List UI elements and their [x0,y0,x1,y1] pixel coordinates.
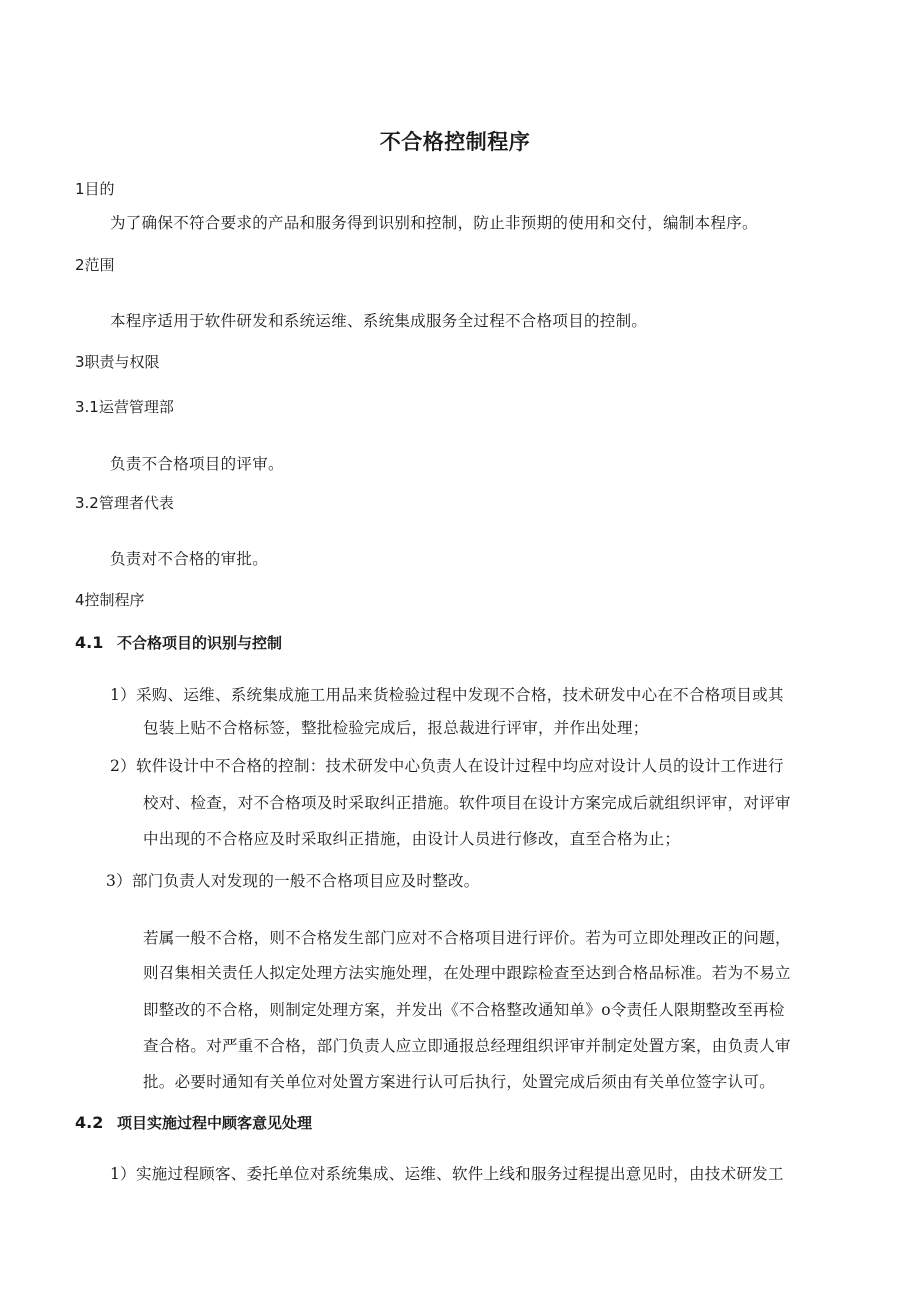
item-4-1-2-line-2: 校对、检查，对不合格项及时采取纠正措施。软件项目在设计方案完成后就组织评审，对评审 [143,794,791,812]
section-4-2-heading [75,1112,312,1133]
paragraph-4-1-line-4: 查合格。对严重不合格，部门负责人应立即通报总经理组织评审并制定处置方案，由负责人审 [143,1037,791,1055]
section-4-2-title: 项目实施过程中顾客意见处理 [117,1114,313,1132]
section-3-2-heading: 3.2管理者代表 [75,494,174,512]
document-title: 不合格控制程序 [379,130,531,154]
section-4-1-heading [75,632,282,653]
section-3-1-text: 负责不合格项目的评审。 [110,455,284,473]
item-4-1-2-line-3: 中出现的不合格应及时采取纠正措施，由设计人员进行修改，直至合格为止； [143,830,681,848]
paragraph-4-1-line-2: 则召集相关责任人拟定处理方法实施处理，在处理中跟踪检查至达到合格品标准。若为不易立 [143,964,791,982]
section-3-heading: 3职责与权限 [75,353,160,371]
section-4-1-title: 不合格项目的识别与控制 [117,634,283,652]
item-4-1-3-line-1: 3）部门负责人对发现的一般不合格项目应及时整改。 [106,872,480,890]
item-4-1-2-line-1: 2）软件设计中不合格的控制：技术研发中心负责人在设计过程中均应对设计人员的设计工作进行 [110,757,784,775]
section-4-heading: 4控制程序 [75,591,145,609]
item-4-1-1-line-2: 包装上贴不合格标签，整批检验完成后，报总裁进行评审，并作出处理； [143,719,649,737]
paragraph-4-1-line-1: 若属一般不合格，则不合格发生部门应对不合格项目进行评价。若为可立即处理改正的问题， [143,929,791,947]
section-3-2-text: 负责对不合格的审批。 [110,550,269,568]
section-4-1-number: 4.1 [75,633,104,652]
section-2-text: 本程序适用于软件研发和系统运维、系统集成服务全过程不合格项目的控制。 [110,312,648,330]
section-1-heading: 1目的 [75,180,115,198]
item-4-1-1-line-1: 1）采购、运维、系统集成施工用品来货检验过程中发现不合格，技术研发中心在不合格项目或其 [110,686,784,704]
section-1-text: 为了确保不符合要求的产品和服务得到识别和控制，防止非预期的使用和交付，编制本程序。 [110,214,758,232]
section-3-1-heading: 3.1运营管理部 [75,398,174,416]
paragraph-4-1-line-5: 批。必要时通知有关单位对处置方案进行认可后执行，处置完成后须由有关单位签字认可。 [143,1073,776,1091]
section-4-2-number: 4.2 [75,1113,104,1132]
section-2-heading: 2范围 [75,256,115,274]
paragraph-4-1-line-3: 即整改的不合格，则制定处理方案，并发出《不合格整改通知单》o令责任人限期整改至再检 [143,1001,785,1019]
item-4-2-1-line-1: 1）实施过程顾客、委托单位对系统集成、运维、软件上线和服务过程提出意见时，由技术研发工 [110,1165,784,1183]
